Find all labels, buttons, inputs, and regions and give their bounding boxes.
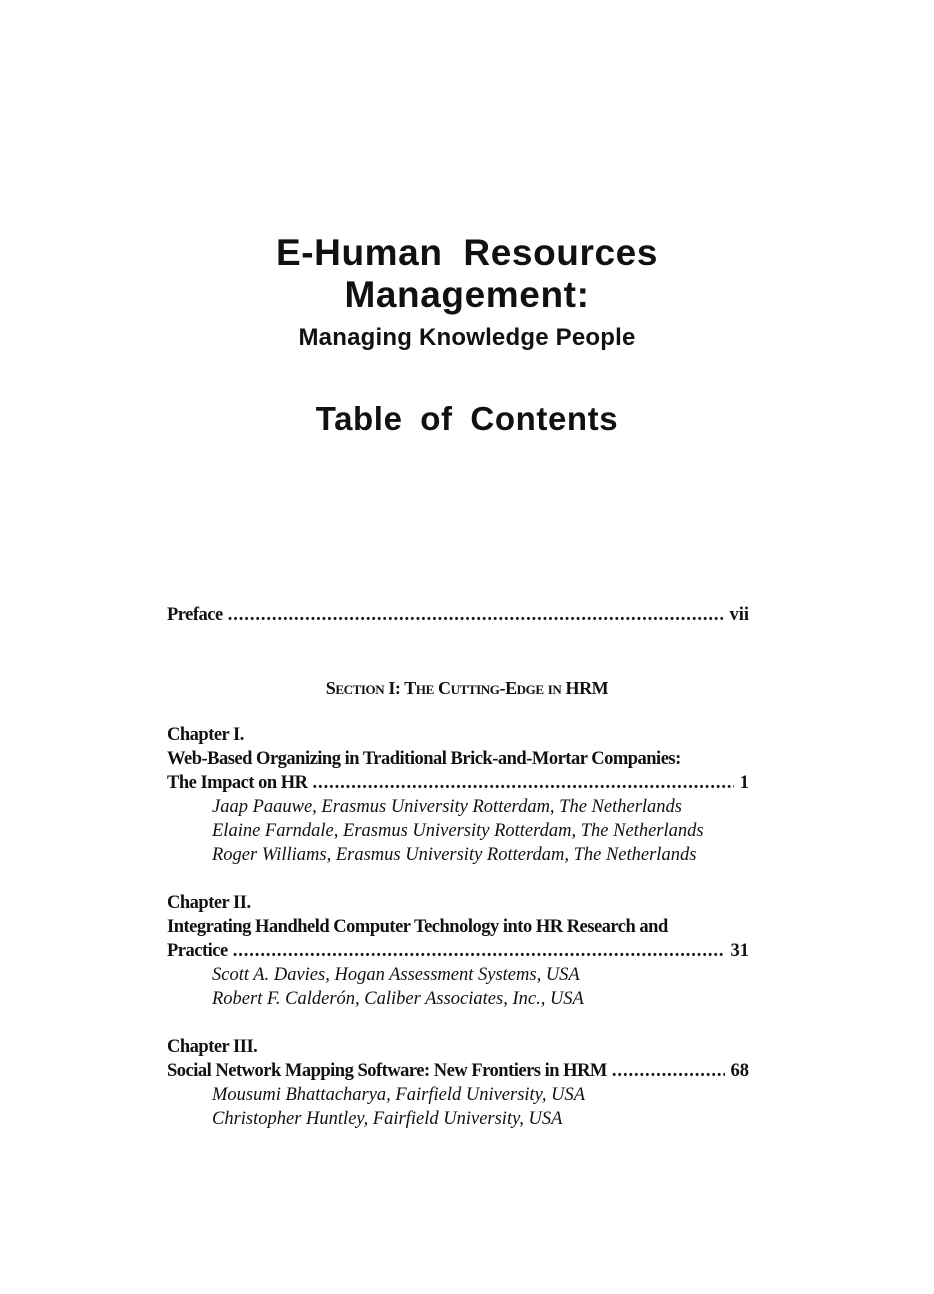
- book-subtitle: Managing Knowledge People: [298, 324, 636, 351]
- page-number: 1: [739, 773, 749, 793]
- chapter-author: Elaine Farndale, Erasmus University Rotterdam, The Netherlands: [212, 821, 704, 841]
- book-title-line-2: Management:: [344, 274, 590, 315]
- chapter-number: Chapter III.: [167, 1037, 258, 1057]
- chapter-author: Jaap Paauwe, Erasmus University Rotterdam, The Netherlands: [212, 797, 682, 817]
- chapter-title-line: Practice: [167, 941, 228, 961]
- toc-entry-chapter-2[interactable]: [167, 891, 749, 1011]
- chapter-author: Roger Williams, Erasmus University Rotterdam, The Netherlands: [212, 845, 697, 865]
- toc-heading: Table of Contents: [315, 400, 619, 437]
- chapter-author: Mousumi Bhattacharya, Fairfield University, USA: [212, 1085, 586, 1105]
- chapter-author: Robert F. Calderón, Caliber Associates, Inc., USA: [212, 989, 584, 1009]
- toc-entry-line: [167, 771, 749, 795]
- chapter-number: Chapter I.: [167, 725, 244, 745]
- chapter-author: Christopher Huntley, Fairfield University, USA: [212, 1109, 563, 1129]
- chapter-author: Scott A. Davies, Hogan Assessment Systems, USA: [212, 965, 580, 985]
- section-heading: Section I: The Cutting-Edge in HRM: [325, 678, 609, 698]
- entry-title: Preface: [167, 605, 223, 625]
- chapter-number: Chapter II.: [167, 893, 251, 913]
- chapter-title-line: Integrating Handheld Computer Technology into HR Research and: [167, 917, 668, 937]
- page-number: 31: [730, 941, 749, 961]
- chapter-title-line: The Impact on HR: [167, 773, 308, 793]
- page-number: vii: [729, 605, 749, 625]
- dot-leader: [313, 771, 734, 795]
- toc-entry-chapter-1[interactable]: [167, 723, 749, 867]
- chapter-title-line: Social Network Mapping Software: New Frontiers in HRM: [167, 1061, 607, 1081]
- dot-leader: [228, 603, 724, 627]
- page-number: 68: [730, 1061, 749, 1081]
- dot-leader: [612, 1059, 725, 1083]
- toc-entry-chapter-3[interactable]: [167, 1035, 749, 1131]
- toc-entry-line: [167, 603, 749, 627]
- toc-entry-line: [167, 1059, 749, 1083]
- toc-entry-line: [167, 939, 749, 963]
- book-title-line-1: E-Human Resources: [275, 232, 659, 273]
- chapter-title-line: Web-Based Organizing in Traditional Brick-and-Mortar Companies:: [167, 749, 681, 769]
- toc-entry-preface[interactable]: [167, 603, 749, 627]
- dot-leader: [233, 939, 725, 963]
